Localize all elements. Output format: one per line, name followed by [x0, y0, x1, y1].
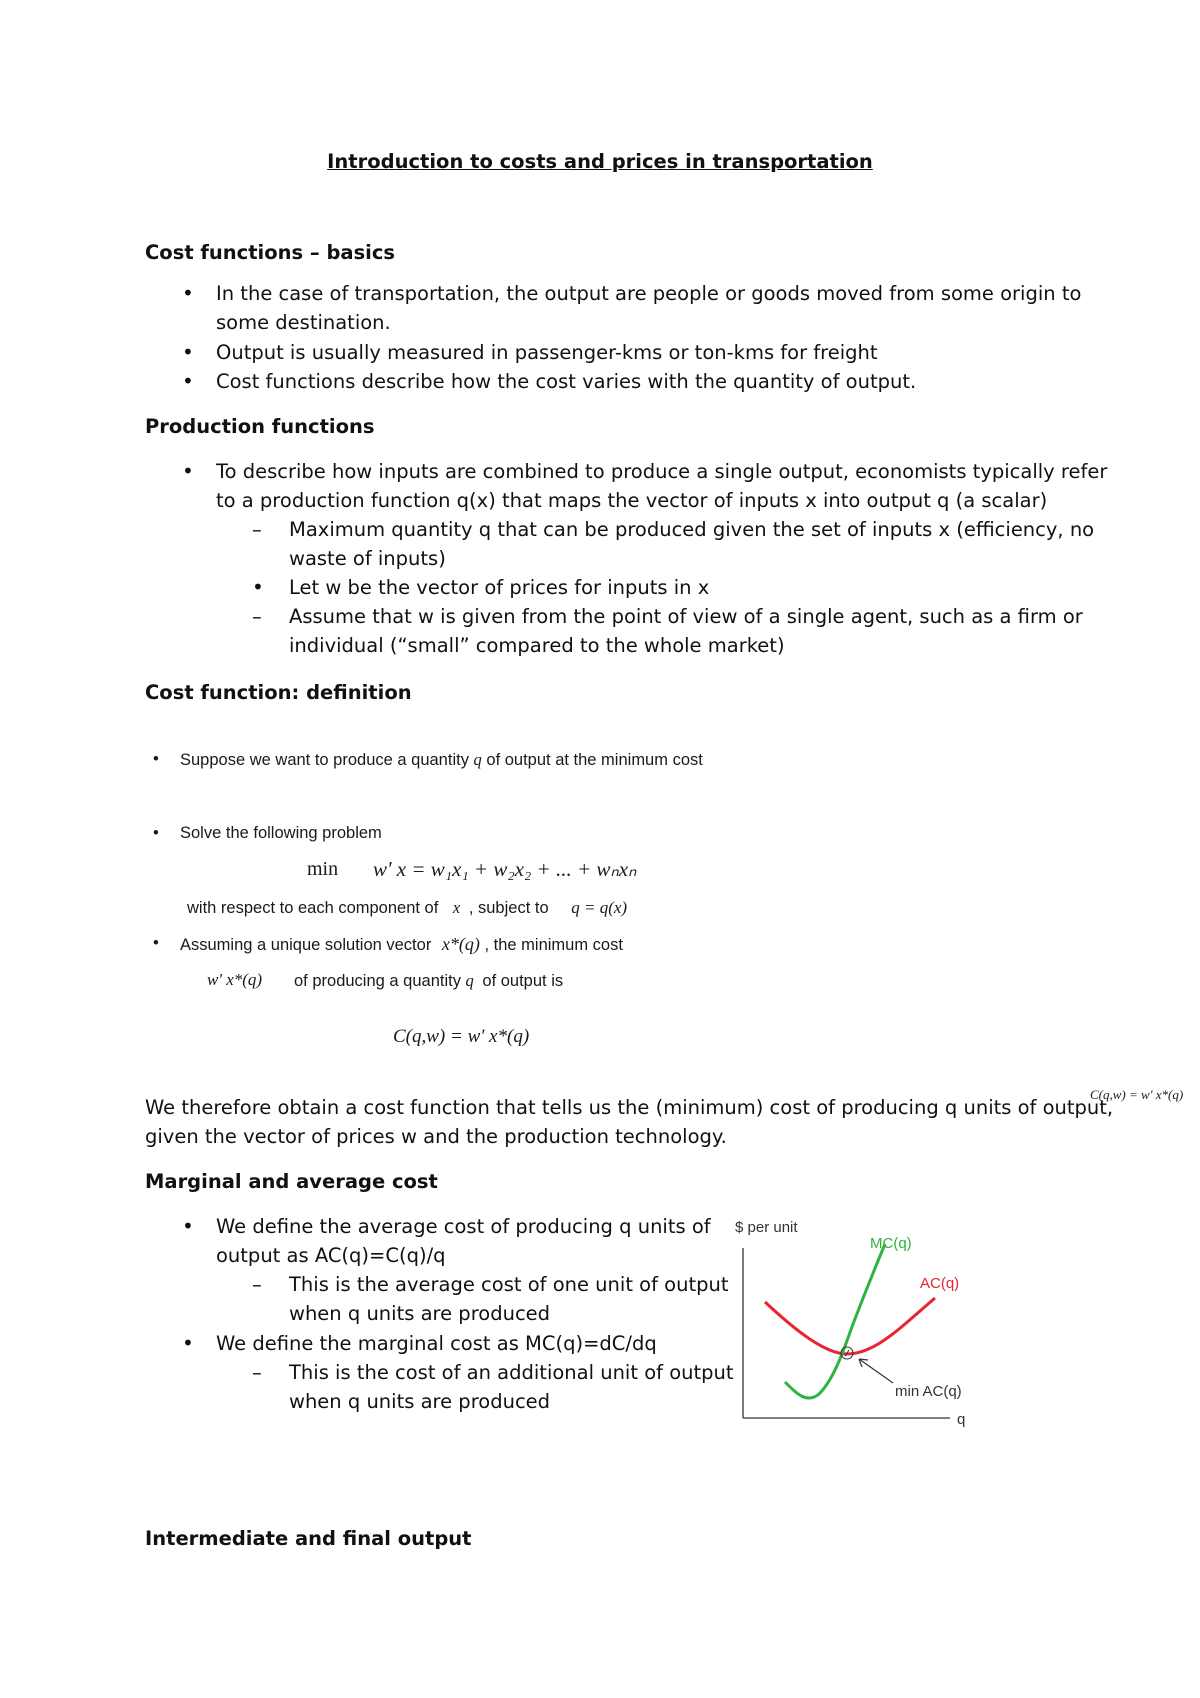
objective-formula: w' x = w₁x₁ + w₂x₂ + ... + wₙxₙ [373, 857, 637, 881]
assuming-line [180, 934, 623, 955]
basics-line-1: In the case of transportation, the output are people or goods moved from some origin to [216, 282, 1082, 305]
marginal-line-4: when q units are produced [289, 1302, 551, 1325]
basics-line-2: some destination. [216, 311, 391, 334]
production-line-7: individual (“small” compared to the whole market) [289, 634, 785, 657]
marginal-line-2: output as AC(q)=C(q)/q [216, 1244, 446, 1267]
suppose-text: Suppose we want to produce a quantity [180, 751, 469, 769]
cost-curves-figure [735, 1220, 970, 1438]
constraint-formula: q = q(x) [571, 898, 628, 917]
bullet-icon: • [153, 824, 159, 842]
bullet-icon: • [182, 340, 194, 364]
basics-line-4: Cost functions describe how the cost varies with the quantity of output. [216, 370, 917, 393]
bullet-icon: • [153, 750, 159, 768]
xstar-formula: x*(q) [441, 934, 480, 954]
heading-cost-definition: Cost function: definition [145, 681, 412, 704]
margin-formula: C(q,w) = w' x*(q) [1090, 1087, 1184, 1102]
figure-ylabel: $ per unit [735, 1220, 798, 1236]
ac-label: AC(q) [920, 1275, 960, 1292]
heading-marginal-average: Marginal and average cost [145, 1170, 438, 1193]
suppose-line [180, 750, 703, 770]
mc-label: MC(q) [870, 1235, 912, 1252]
bullet-icon: • [182, 459, 194, 483]
figure-xlabel: q [957, 1411, 966, 1428]
production-line-1: To describe how inputs are combined to produce a single output, economists typically refer [216, 460, 1108, 483]
marginal-line-3: This is the average cost of one unit of output [289, 1273, 729, 1296]
dash-icon: – [252, 1361, 262, 1384]
of-producing-q: q [465, 971, 474, 990]
bullet-icon: • [182, 281, 194, 305]
marginal-line-5: We define the marginal cost as MC(q)=dC/dq [216, 1332, 657, 1355]
respect-x: x [452, 898, 461, 917]
heading-intermediate-final: Intermediate and final output [145, 1527, 472, 1550]
respect-line [187, 898, 627, 918]
suppose-q: q [473, 750, 482, 769]
of-output-text: of output is [482, 972, 564, 990]
bullet-icon: • [252, 575, 264, 599]
marginal-line-1: We define the average cost of producing q units of [216, 1215, 711, 1238]
respect-text-a: with respect to each component of [187, 899, 439, 917]
assuming-text-a: Assuming a unique solution vector [180, 936, 432, 954]
dash-icon: – [252, 1273, 262, 1296]
ac-curve [765, 1298, 935, 1354]
dash-icon: – [252, 605, 262, 628]
document-title: Introduction to costs and prices in transportation [327, 150, 873, 173]
production-line-2: to a production function q(x) that maps the vector of inputs x into output q (a scalar) [216, 489, 1048, 512]
assuming-text-b: , the minimum cost [484, 936, 623, 954]
production-line-6: Assume that w is given from the point of view of a single agent, such as a firm or [289, 605, 1083, 628]
bullet-icon: • [182, 1331, 194, 1355]
production-line-4: waste of inputs) [289, 547, 446, 570]
heading-production-functions: Production functions [145, 415, 375, 438]
conclusion-line-1: We therefore obtain a cost function that tells us the (minimum) cost of producing q units of output, [145, 1096, 1114, 1119]
cost-function-formula: C(q,w) = w' x*(q) [393, 1026, 530, 1047]
min-operator: min [307, 858, 339, 880]
production-line-5: Let w be the vector of prices for inputs in x [289, 576, 710, 599]
min-ac-label: min AC(q) [895, 1383, 962, 1400]
wxq-formula: w' x*(q) [207, 970, 263, 989]
marginal-line-7: when q units are produced [289, 1390, 551, 1413]
of-producing-line [294, 971, 563, 991]
basics-line-3: Output is usually measured in passenger-kms or ton-kms for freight [216, 341, 878, 364]
suppose-rest: of output at the minimum cost [486, 751, 703, 769]
bullet-icon: • [182, 369, 194, 393]
heading-cost-basics: Cost functions – basics [145, 241, 396, 264]
marginal-line-6: This is the cost of an additional unit of output [289, 1361, 734, 1384]
production-line-3: Maximum quantity q that can be produced given the set of inputs x (efficiency, no [289, 518, 1095, 541]
bullet-icon: • [153, 934, 159, 952]
solve-line: Solve the following problem [180, 824, 382, 842]
min-ac-arrow [859, 1359, 893, 1383]
of-producing-text: of producing a quantity [294, 972, 461, 990]
respect-text-b: , subject to [468, 899, 549, 917]
mc-curve [785, 1244, 885, 1398]
dash-icon: – [252, 518, 262, 541]
conclusion-line-2: given the vector of prices w and the production technology. [145, 1125, 727, 1148]
bullet-icon: • [182, 1214, 194, 1238]
